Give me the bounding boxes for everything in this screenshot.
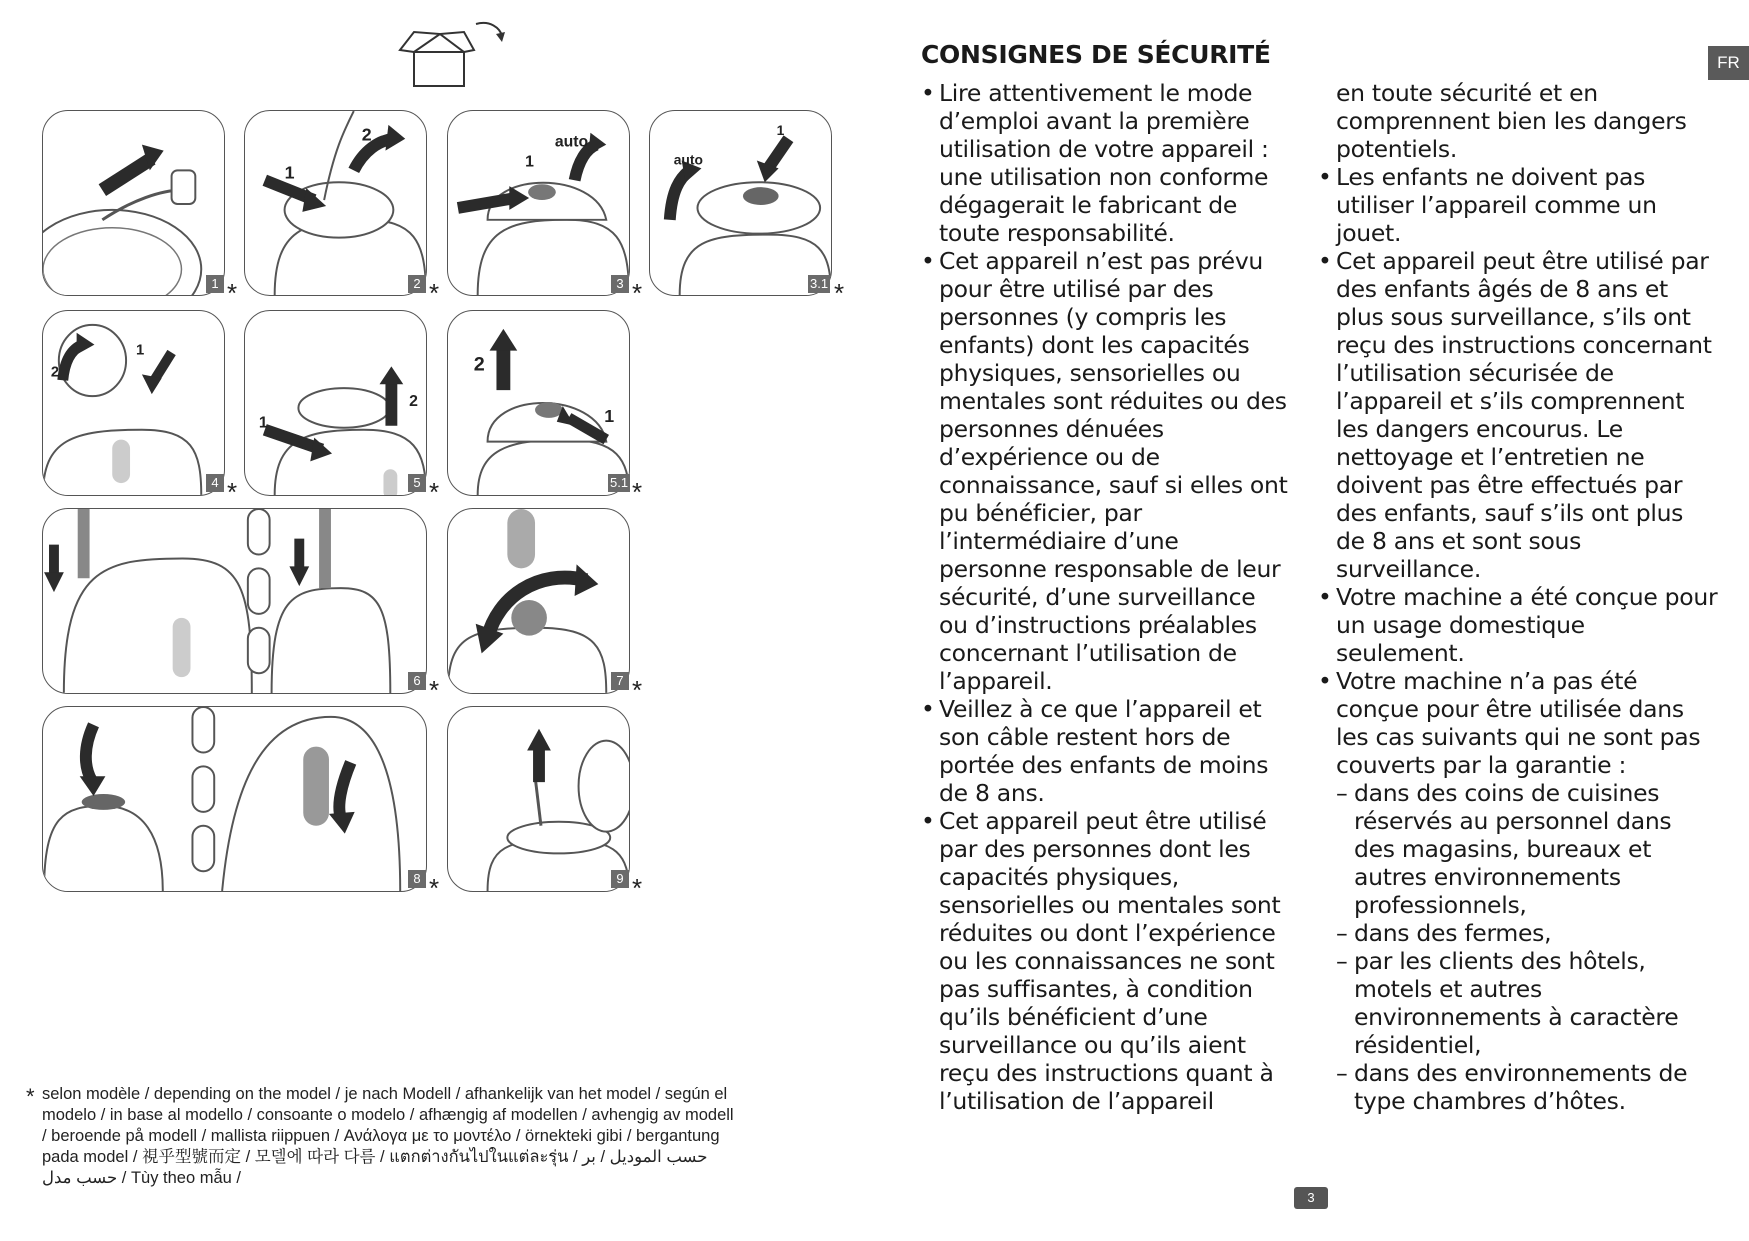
safety-instruction-continued: en toute sécurité et en comprennent bien les dangers potentiels. <box>1336 79 1687 163</box>
lift-lid-illustration <box>245 311 426 495</box>
switch-on-illustration <box>448 509 629 693</box>
safety-column-right <box>1318 79 1718 1115</box>
safety-instruction: • Cet appareil n’est pas prévu pour être utilisé par des personnes (y compris les enfants) dont les capacités physiques, sensorielles ou mentales sont réduites ou des personnes dénuées d’expérience ou de connaissance, sauf si elles ont pu bénéficier, par l’intermédiaire d’une personne responsable de leur sécurité, d’une surveillance ou d’instructions préalables concernant l’utilisation de l’appareil. <box>921 247 1291 695</box>
step-8-panel <box>42 706 427 892</box>
page-title: CONSIGNES DE SÉCURITÉ <box>921 40 1271 69</box>
auto-lid-illustration <box>448 111 629 295</box>
step-5-1-panel <box>447 310 630 496</box>
optional-marker: * <box>227 477 238 507</box>
fill-water-illustration <box>43 509 426 693</box>
press-release-illustration <box>448 311 629 495</box>
clean-filter-illustration <box>448 707 629 891</box>
step-4-panel <box>42 310 225 496</box>
auto-label: auto <box>554 133 589 151</box>
arrow-label-1: 1 <box>604 405 615 426</box>
step-3-panel <box>447 110 630 296</box>
safety-instruction: • Votre machine a été conçue pour un usage domestique seulement. <box>1318 583 1718 667</box>
step-6-panel <box>42 508 427 694</box>
step-number-badge: 2 <box>408 275 426 293</box>
exclusion-item: – dans des coins de cuisines réservés au personnel dans des magasins, bureaux et autres environnements professionnels, <box>1318 779 1718 919</box>
safety-instruction: • Les enfants ne doivent pas utiliser l’appareil comme un jouet. <box>1318 163 1718 247</box>
step-number-badge: 6 <box>408 672 426 690</box>
open-lid-illustration <box>245 111 426 295</box>
safety-instruction: • Veillez à ce que l’appareil et son câble restent hors de portée des enfants de moins de 8 ans. <box>921 695 1291 807</box>
exclusion-item: – dans des environnements de type chambres d’hôtes. <box>1318 1059 1718 1115</box>
arrow-label-2: 2 <box>409 392 418 410</box>
optional-marker: * <box>429 477 440 507</box>
step-number-badge: 7 <box>611 672 629 690</box>
step-number-badge: 9 <box>611 870 629 888</box>
step-5-panel <box>244 310 427 496</box>
step-7-panel <box>447 508 630 694</box>
safety-column-left <box>921 79 1291 1115</box>
auto-label: auto <box>673 151 703 168</box>
safety-instruction: • Votre machine n’a pas été conçue pour être utilisée dans les cas suivants qui ne sont pas couverts par la garantie : <box>1318 667 1718 779</box>
step-1-panel <box>42 110 225 296</box>
optional-marker: * <box>632 278 643 308</box>
optional-marker: * <box>429 278 440 308</box>
arrow-label-2: 2 <box>361 124 372 145</box>
arrow-label-1: 1 <box>776 121 785 138</box>
step-number-badge: 3 <box>611 275 629 293</box>
remove-filter-illustration <box>43 311 224 495</box>
step-3-1-panel <box>649 110 832 296</box>
arrow-label-1: 1 <box>284 162 295 183</box>
model-footnote <box>26 1084 736 1189</box>
footnote-text: selon modèle / depending on the model / je nach Modell / afhankelijk van het model / según el modelo / in base al modello / consoante o modelo / afhængig af modellen / avhengig av modell / beroende på modell / mallista riippuen / Ανάλογα με το μοντέλο / örnekteki gibi / bergantung pada model / 視乎型號而定 / 모델에 따라 다름 / แตกต่างกันไปในแต่ละรุ่น / حسب الموديل / بر حسب مدل / Tùy theo mẫu / <box>42 1085 734 1187</box>
optional-marker: * <box>227 278 238 308</box>
step-number-badge: 5.1 <box>610 475 629 490</box>
optional-marker: * <box>632 477 643 507</box>
optional-marker: * <box>834 278 845 308</box>
step-number-badge: 5 <box>408 474 426 492</box>
arrow-label-2: 2 <box>473 353 485 376</box>
arrow-label-1: 1 <box>135 342 145 359</box>
step-9-panel <box>447 706 630 892</box>
exclusion-item: – par les clients des hôtels, motels et autres environnements à caractère résidentiel, <box>1318 947 1718 1059</box>
optional-marker: * <box>429 873 440 903</box>
step-number-badge: 1 <box>206 275 224 293</box>
lid-close-illustration <box>650 111 831 295</box>
page-number: 3 <box>1294 1187 1328 1209</box>
safety-instruction: • Cet appareil peut être utilisé par des enfants âgés de 8 ans et plus sous surveillance, s’ils ont reçu des instructions concernant l’utilisation sécurisée de l’appareil et s’ils comprennent les dangers encourus. Le nettoyage et l’entretien ne doivent pas être effectués par des enfants, sauf s’ils ont plus de 8 ans et sont sous surveillance. <box>1318 247 1718 583</box>
optional-marker: * <box>632 675 643 705</box>
footnote-marker: * <box>26 1084 35 1109</box>
arrow-label-1: 1 <box>258 414 268 432</box>
step-2-panel <box>244 110 427 296</box>
base-cord-illustration <box>43 111 224 295</box>
safety-instruction: • Cet appareil peut être utilisé par des personnes dont les capacités physiques, sensorielles ou mentales sont réduites ou dont l’expérience ou les connaissances ne sont pas suffisantes, à condition qu’ils bénéficient d’une surveillance ou qu’ils aient reçu des instructions quant à l’utilisation de l’appareil <box>921 807 1291 1115</box>
optional-marker: * <box>632 873 643 903</box>
step-number-badge: 3.1 <box>810 276 829 291</box>
pour-water-illustration <box>43 707 426 891</box>
unbox-icon <box>392 14 510 90</box>
safety-instruction: • Lire attentivement le mode d’emploi avant la première utilisation de votre appareil : une utilisation non conforme dégagerait le fabricant de toute responsabilité. <box>921 79 1291 247</box>
step-number-badge: 4 <box>206 474 224 492</box>
optional-marker: * <box>429 675 440 705</box>
language-tab: FR <box>1708 46 1749 80</box>
exclusion-item: – dans des fermes, <box>1318 919 1718 947</box>
step-number-badge: 8 <box>408 870 426 888</box>
arrow-label-2: 2 <box>50 364 60 381</box>
arrow-label-1: 1 <box>525 153 534 171</box>
